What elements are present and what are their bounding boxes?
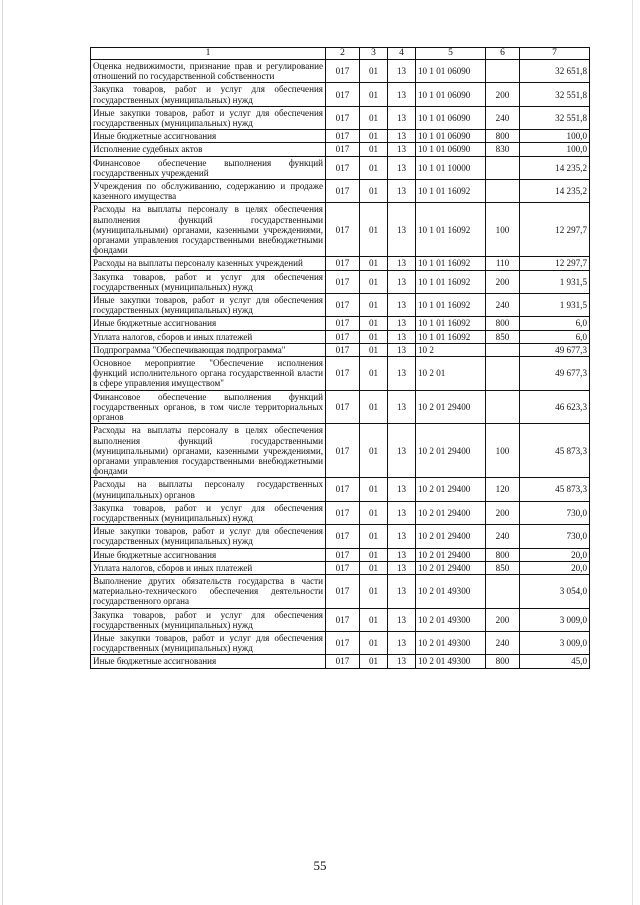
table-row [91,357,590,391]
expense-name-cell: Исполнение судебных актов [91,143,326,156]
section-code-cell: 01 [360,130,388,143]
amount-cell: 730,0 [520,501,590,524]
amount-cell: 32 551,8 [520,83,590,106]
table-row [91,574,590,608]
header-cell: 1 [91,48,326,60]
department-code-cell: 017 [326,180,360,203]
expense-name-cell: Выполнение других обязательств государства в части материально-технического обеспечения деятельности государственного органа [91,574,326,608]
section-code-cell: 01 [360,330,388,343]
header-cell: 6 [486,48,520,60]
department-code-cell: 017 [326,390,360,424]
amount-cell: 100,0 [520,143,590,156]
expense-type-cell [486,574,520,608]
expense-type-cell: 800 [486,548,520,561]
scan-edge-right [632,0,633,905]
department-code-cell: 017 [326,357,360,391]
subsection-code-cell: 13 [388,631,416,654]
expense-type-cell: 240 [486,294,520,317]
target-article-cell: 10 1 01 16092 [416,317,486,330]
subsection-code-cell: 13 [388,106,416,129]
subsection-code-cell: 13 [388,574,416,608]
target-article-cell: 10 2 01 [416,357,486,391]
subsection-code-cell: 13 [388,60,416,83]
section-code-cell: 01 [360,525,388,548]
table-row [91,203,590,257]
department-code-cell: 017 [326,156,360,179]
expense-type-cell [486,357,520,391]
subsection-code-cell: 13 [388,548,416,561]
amount-cell: 20,0 [520,548,590,561]
subsection-code-cell: 13 [388,525,416,548]
expense-name-cell: Иные закупки товаров, работ и услуг для обеспечения государственных (муниципальных) нужд [91,106,326,129]
expense-type-cell: 100 [486,203,520,257]
expense-name-cell: Закупка товаров, работ и услуг для обеспечения государственных (муниципальных) нужд [91,501,326,524]
department-code-cell: 017 [326,317,360,330]
table-row [91,655,590,668]
expense-type-cell: 100 [486,424,520,478]
department-code-cell: 017 [326,270,360,293]
section-code-cell: 01 [360,83,388,106]
expense-name-cell: Расходы на выплаты персоналу в целях обеспечения выполнения функций государственными (муниципальными) органами, казенными учреждениями, органами управления государственными внебюджетными фондами [91,424,326,478]
expense-name-cell: Расходы на выплаты персоналу государственных (муниципальных) органов [91,478,326,501]
table-row [91,631,590,654]
subsection-code-cell: 13 [388,608,416,631]
amount-cell: 14 235,2 [520,180,590,203]
table-row [91,130,590,143]
amount-cell: 32 651,8 [520,60,590,83]
section-code-cell: 01 [360,357,388,391]
section-code-cell: 01 [360,655,388,668]
header-cell: 3 [360,48,388,60]
target-article-cell: 10 2 01 49300 [416,655,486,668]
section-code-cell: 01 [360,574,388,608]
section-code-cell: 01 [360,631,388,654]
expense-name-cell: Расходы на выплаты персоналу в целях обеспечения выполнения функций государственными (муниципальными) органами, казенными учреждениями, органами управления государственными внебюджетными фондами [91,203,326,257]
subsection-code-cell: 13 [388,501,416,524]
amount-cell: 3 009,0 [520,608,590,631]
expense-type-cell [486,156,520,179]
section-code-cell: 01 [360,608,388,631]
department-code-cell: 017 [326,143,360,156]
department-code-cell: 017 [326,130,360,143]
subsection-code-cell: 13 [388,294,416,317]
subsection-code-cell: 13 [388,83,416,106]
amount-cell: 3 009,0 [520,631,590,654]
expense-name-cell: Закупка товаров, работ и услуг для обеспечения государственных (муниципальных) нужд [91,608,326,631]
target-article-cell: 10 2 01 29400 [416,478,486,501]
amount-cell: 1 931,5 [520,294,590,317]
subsection-code-cell: 13 [388,330,416,343]
subsection-code-cell: 13 [388,257,416,270]
subsection-code-cell: 13 [388,343,416,356]
section-code-cell: 01 [360,60,388,83]
table-row [91,60,590,83]
section-code-cell: 01 [360,106,388,129]
expense-name-cell: Иные бюджетные ассигнования [91,548,326,561]
amount-cell: 730,0 [520,525,590,548]
amount-cell: 32 551,8 [520,106,590,129]
subsection-code-cell: 13 [388,357,416,391]
target-article-cell: 10 1 01 06090 [416,60,486,83]
section-code-cell: 01 [360,270,388,293]
target-article-cell: 10 1 01 16092 [416,203,486,257]
department-code-cell: 017 [326,478,360,501]
expense-type-cell: 240 [486,631,520,654]
table-row [91,390,590,424]
department-code-cell: 017 [326,203,360,257]
table-row [91,343,590,356]
target-article-cell: 10 1 01 06090 [416,106,486,129]
expense-name-cell: Иные бюджетные ассигнования [91,317,326,330]
amount-cell: 49 677,3 [520,357,590,391]
department-code-cell: 017 [326,608,360,631]
expense-type-cell: 240 [486,106,520,129]
expense-name-cell: Основное мероприятие "Обеспечение исполнения функций исполнительного органа государственной власти в сфере управления имуществом" [91,357,326,391]
subsection-code-cell: 13 [388,156,416,179]
amount-cell: 12 297,7 [520,203,590,257]
expense-type-cell [486,60,520,83]
subsection-code-cell: 13 [388,561,416,574]
department-code-cell: 017 [326,574,360,608]
department-code-cell: 017 [326,330,360,343]
target-article-cell: 10 2 01 49300 [416,631,486,654]
target-article-cell: 10 2 01 29400 [416,390,486,424]
subsection-code-cell: 13 [388,143,416,156]
table-row [91,317,590,330]
subsection-code-cell: 13 [388,390,416,424]
amount-cell: 1 931,5 [520,270,590,293]
expense-type-cell [486,390,520,424]
section-code-cell: 01 [360,561,388,574]
amount-cell: 14 235,2 [520,156,590,179]
expense-type-cell: 800 [486,655,520,668]
expense-type-cell: 110 [486,257,520,270]
subsection-code-cell: 13 [388,270,416,293]
subsection-code-cell: 13 [388,478,416,501]
subsection-code-cell: 13 [388,130,416,143]
expense-name-cell: Иные бюджетные ассигнования [91,130,326,143]
target-article-cell: 10 2 01 29400 [416,424,486,478]
section-code-cell: 01 [360,143,388,156]
table-row [91,478,590,501]
table-row [91,525,590,548]
section-code-cell: 01 [360,390,388,424]
expense-type-cell: 120 [486,478,520,501]
target-article-cell: 10 2 01 49300 [416,608,486,631]
section-code-cell: 01 [360,257,388,270]
table-row [91,561,590,574]
table-row [91,156,590,179]
expense-type-cell [486,343,520,356]
department-code-cell: 017 [326,501,360,524]
target-article-cell: 10 2 01 29400 [416,525,486,548]
department-code-cell: 017 [326,548,360,561]
section-code-cell: 01 [360,180,388,203]
section-code-cell: 01 [360,317,388,330]
amount-cell: 100,0 [520,130,590,143]
department-code-cell: 017 [326,343,360,356]
target-article-cell: 10 2 [416,343,486,356]
section-code-cell: 01 [360,156,388,179]
section-code-cell: 01 [360,548,388,561]
department-code-cell: 017 [326,655,360,668]
table-row [91,180,590,203]
table-row [91,83,590,106]
amount-cell: 6,0 [520,330,590,343]
amount-cell: 45,0 [520,655,590,668]
expense-name-cell: Иные закупки товаров, работ и услуг для обеспечения государственных (муниципальных) нужд [91,631,326,654]
subsection-code-cell: 13 [388,424,416,478]
target-article-cell: 10 1 01 06090 [416,130,486,143]
section-code-cell: 01 [360,343,388,356]
section-code-cell: 01 [360,294,388,317]
expense-type-cell [486,180,520,203]
amount-cell: 46 623,3 [520,390,590,424]
expense-name-cell: Закупка товаров, работ и услуг для обеспечения государственных (муниципальных) нужд [91,270,326,293]
table-row [91,330,590,343]
target-article-cell: 10 2 01 29400 [416,501,486,524]
target-article-cell: 10 1 01 16092 [416,330,486,343]
amount-cell: 3 054,0 [520,574,590,608]
header-cell: 2 [326,48,360,60]
expense-type-cell: 800 [486,130,520,143]
target-article-cell: 10 2 01 29400 [416,548,486,561]
table-row [91,424,590,478]
expense-type-cell: 200 [486,501,520,524]
expense-type-cell: 850 [486,561,520,574]
expense-type-cell: 200 [486,270,520,293]
department-code-cell: 017 [326,525,360,548]
expense-name-cell: Иные закупки товаров, работ и услуг для обеспечения государственных (муниципальных) нужд [91,294,326,317]
amount-cell: 45 873,3 [520,478,590,501]
expense-name-cell: Уплата налогов, сборов и иных платежей [91,561,326,574]
header-cell: 4 [388,48,416,60]
table-row [91,270,590,293]
target-article-cell: 10 1 01 06090 [416,83,486,106]
target-article-cell: 10 2 01 29400 [416,561,486,574]
amount-cell: 6,0 [520,317,590,330]
target-article-cell: 10 1 01 10000 [416,156,486,179]
target-article-cell: 10 1 01 16092 [416,294,486,317]
expense-type-cell: 830 [486,143,520,156]
expense-type-cell: 200 [486,83,520,106]
section-code-cell: 01 [360,424,388,478]
section-code-cell: 01 [360,501,388,524]
table-row [91,548,590,561]
amount-cell: 20,0 [520,561,590,574]
department-code-cell: 017 [326,631,360,654]
expense-name-cell: Иные бюджетные ассигнования [91,655,326,668]
target-article-cell: 10 2 01 49300 [416,574,486,608]
department-code-cell: 017 [326,83,360,106]
subsection-code-cell: 13 [388,655,416,668]
expense-name-cell: Подпрограмма "Обеспечивающая подпрограмма" [91,343,326,356]
amount-cell: 12 297,7 [520,257,590,270]
expense-name-cell: Уплата налогов, сборов и иных платежей [91,330,326,343]
expense-type-cell: 800 [486,317,520,330]
target-article-cell: 10 1 01 16092 [416,257,486,270]
department-code-cell: 017 [326,257,360,270]
department-code-cell: 017 [326,561,360,574]
table-row [91,143,590,156]
header-cell: 5 [416,48,486,60]
department-code-cell: 017 [326,294,360,317]
department-code-cell: 017 [326,106,360,129]
expense-name-cell: Иные закупки товаров, работ и услуг для обеспечения государственных (муниципальных) нужд [91,525,326,548]
expense-name-cell: Оценка недвижимости, признание прав и регулирование отношений по государственной собственности [91,60,326,83]
table-header-row [91,48,590,60]
table-row [91,106,590,129]
expense-name-cell: Закупка товаров, работ и услуг для обеспечения государственных (муниципальных) нужд [91,83,326,106]
table-row [91,257,590,270]
amount-cell: 49 677,3 [520,343,590,356]
scan-edge-left [2,0,3,905]
section-code-cell: 01 [360,478,388,501]
expense-name-cell: Финансовое обеспечение выполнения функций государственных учреждений [91,156,326,179]
expense-type-cell: 200 [486,608,520,631]
expense-name-cell: Расходы на выплаты персоналу казенных учреждений [91,257,326,270]
expense-type-cell: 240 [486,525,520,548]
expense-name-cell: Учреждения по обслуживанию, содержанию и продаже казенного имущества [91,180,326,203]
subsection-code-cell: 13 [388,203,416,257]
target-article-cell: 10 1 01 16092 [416,270,486,293]
expense-type-cell: 850 [486,330,520,343]
subsection-code-cell: 13 [388,180,416,203]
target-article-cell: 10 1 01 16092 [416,180,486,203]
table-row [91,294,590,317]
subsection-code-cell: 13 [388,317,416,330]
table-row [91,608,590,631]
amount-cell: 45 873,3 [520,424,590,478]
expense-name-cell: Финансовое обеспечение выполнения функций государственных органов, в том числе территориальных органов [91,390,326,424]
section-code-cell: 01 [360,203,388,257]
header-cell: 7 [520,48,590,60]
page-number: 55 [313,858,327,873]
budget-table [90,47,590,669]
table-row [91,501,590,524]
department-code-cell: 017 [326,60,360,83]
department-code-cell: 017 [326,424,360,478]
target-article-cell: 10 1 01 06090 [416,143,486,156]
